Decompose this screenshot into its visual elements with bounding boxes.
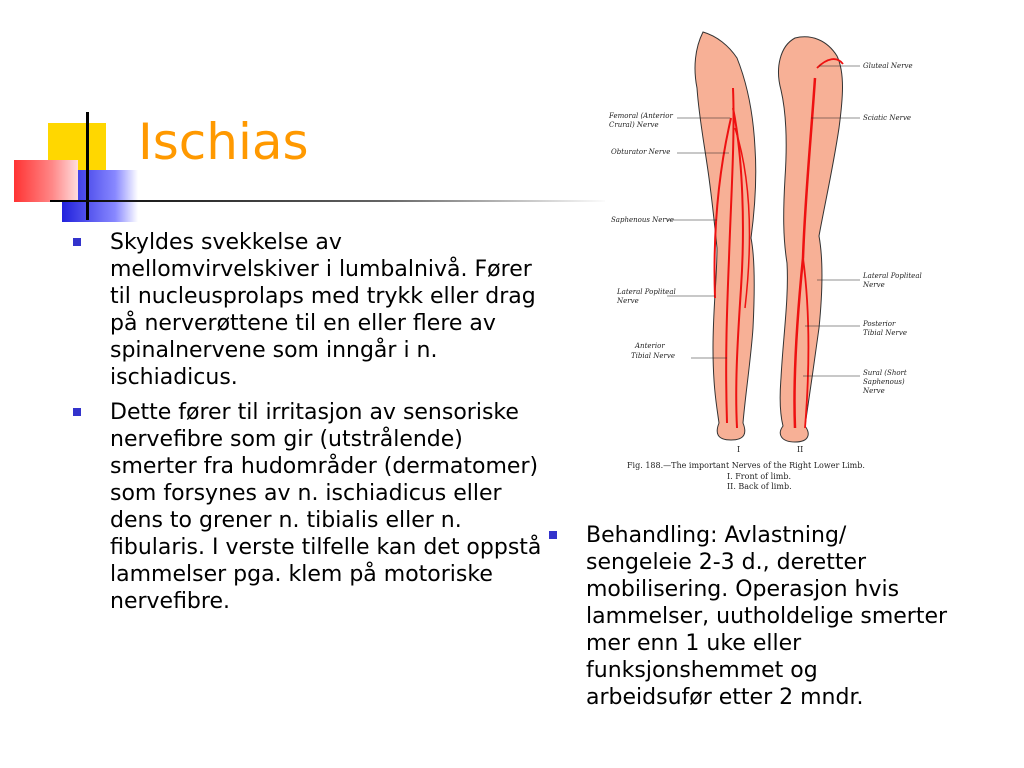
label-sural-nerve: Sural (Short — [863, 369, 907, 377]
label-lateral-popliteal-front-2: Nerve — [617, 297, 639, 305]
label-saphenous-nerve: Saphenous Nerve — [611, 216, 674, 224]
list-item — [548, 522, 948, 711]
label-sural-nerve-3: Nerve — [863, 387, 885, 395]
figure-caption: Fig. 188.—The important Nerves of the Right Lower Limb. — [627, 461, 865, 470]
label-anterior-tibial: Anterior — [635, 342, 665, 350]
label-posterior-tibial: Posterior — [863, 320, 896, 328]
deco-red-square — [14, 160, 78, 202]
bullet-square-icon — [73, 408, 81, 416]
bullet-text: Dette fører til irritasjon av sensoriske nervefibre som gir (utstrålende) smerter fra hudområder (dermatomer) som forsynes av n. ischiadicus eller dens to grener n. tibialis eller n. fibularis. I verste tilfelle kan det oppstå lammelser pga. klem på motoriske nervefibre. — [110, 400, 542, 614]
leg-nerves-illustration — [605, 28, 960, 493]
label-sural-nerve-2: Saphenous) — [863, 378, 905, 386]
figure-caption-line-1: I. Front of limb. — [727, 472, 792, 481]
label-obturator-nerve: Obturator Nerve — [611, 148, 671, 156]
label-gluteal-nerve: Gluteal Nerve — [863, 62, 913, 70]
title-underline — [50, 200, 610, 202]
label-sciatic-nerve: Sciatic Nerve — [863, 114, 912, 122]
left-bullet-list — [72, 229, 552, 623]
label-posterior-tibial-2: Tibial Nerve — [863, 329, 907, 337]
view-label-back: II — [797, 445, 804, 454]
list-item — [72, 229, 552, 391]
label-femoral-nerve-2: Crural) Nerve — [609, 121, 659, 129]
right-bullet-list — [548, 522, 948, 719]
bullet-square-icon — [549, 531, 557, 539]
slide-title: Ischias — [138, 113, 309, 171]
bullet-text: Skyldes svekkelse av mellomvirvelskiver i lumbalnivå. Fører til nucleusprolaps med trykk eller drag på nerverøttene til en eller flere av spinalnervene som inngår i n. ischiadicus. — [110, 230, 536, 390]
label-anterior-tibial-2: Tibial Nerve — [631, 352, 675, 360]
deco-vertical-rule — [86, 112, 89, 220]
label-femoral-nerve: Femoral (Anterior — [609, 112, 673, 120]
bullet-square-icon — [73, 238, 81, 246]
label-lateral-popliteal-back: Lateral Popliteal — [863, 272, 922, 280]
view-label-front: I — [737, 445, 741, 454]
bullet-text: Behandling: Avlastning/ sengeleie 2-3 d., deretter mobilisering. Operasjon hvis lammelser, uutholdelige smerter mer enn 1 uke eller funksjonshemmet og arbeidsufør etter 2 mndr. — [586, 523, 948, 710]
label-lateral-popliteal-front: Lateral Popliteal — [617, 288, 676, 296]
label-lateral-popliteal-back-2: Nerve — [863, 281, 885, 289]
list-item — [72, 399, 552, 615]
figure-caption-line-2: II. Back of limb. — [727, 482, 792, 491]
